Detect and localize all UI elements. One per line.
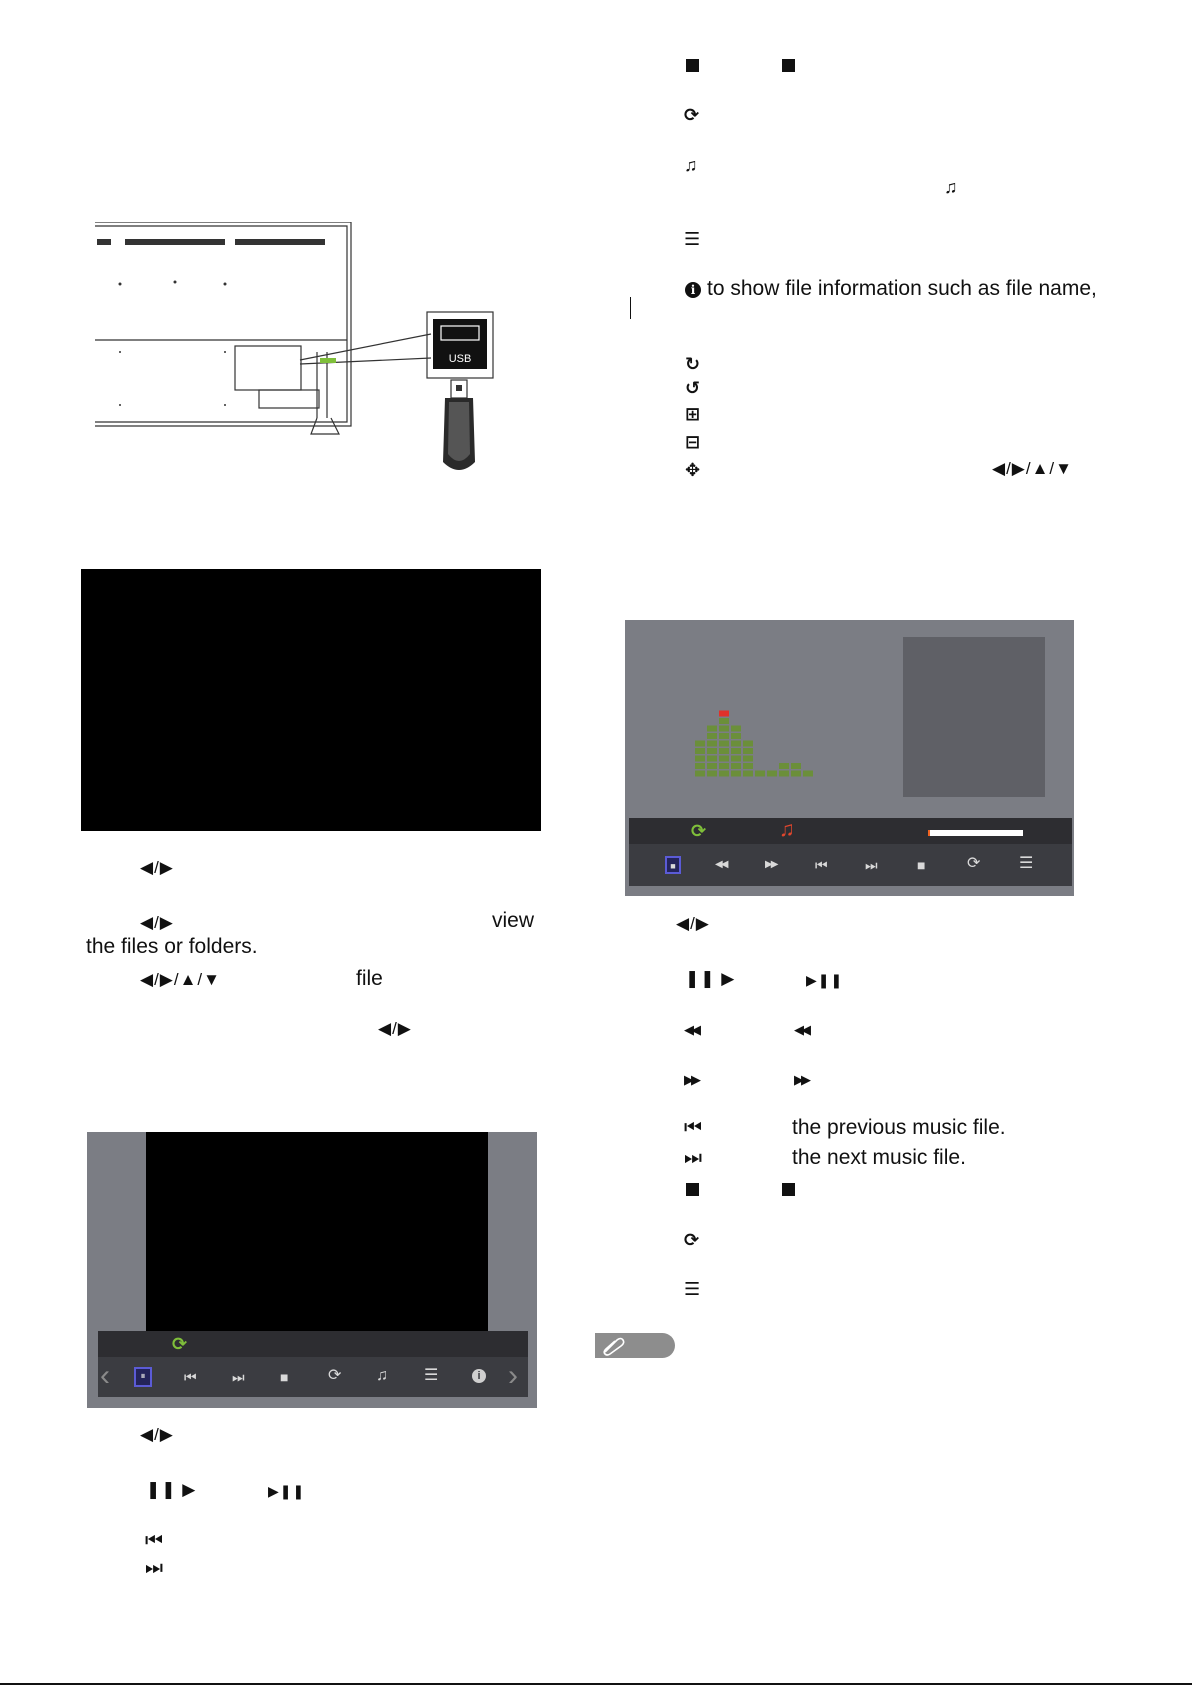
equalizer-block xyxy=(731,748,741,754)
photo-pause-play-icons: ❚❚ ▶ xyxy=(146,1480,197,1499)
music-player-panel xyxy=(625,620,1074,896)
equalizer-block xyxy=(791,763,801,769)
repeat-indicator-icon: ⟳ xyxy=(691,821,707,841)
equalizer-block xyxy=(695,771,705,777)
equalizer-block xyxy=(803,771,813,777)
playlist-icon: ☰ xyxy=(684,229,701,249)
equalizer-block xyxy=(731,741,741,747)
music-rewind-key-icon: ◀◀ xyxy=(794,1022,808,1037)
note-badge xyxy=(595,1333,675,1358)
stop-key-icon xyxy=(782,59,795,72)
equalizer-block xyxy=(707,763,717,769)
margin-marker xyxy=(630,297,631,319)
album-info-box xyxy=(903,637,1045,797)
equalizer-block xyxy=(731,763,741,769)
equalizer-block xyxy=(743,763,753,769)
music-stop-key-icon xyxy=(782,1183,795,1196)
equalizer-block xyxy=(743,771,753,777)
files-folders-text: the files or folders. xyxy=(86,935,258,958)
equalizer-block xyxy=(695,741,705,747)
next-page-arrow-icon[interactable]: › xyxy=(508,1359,518,1392)
playlist-button[interactable]: ☰ xyxy=(1019,855,1034,872)
photo-next-icon: ⏭ xyxy=(145,1557,164,1579)
equalizer-block xyxy=(719,748,729,754)
equalizer-block xyxy=(707,741,717,747)
file-browser-screen xyxy=(81,569,541,831)
music-control-bar xyxy=(629,844,1072,886)
view-word: view xyxy=(492,909,535,932)
arrow-keys-lr-3: ◀/▶ xyxy=(378,1019,412,1038)
music-playlist-icon: ☰ xyxy=(684,1279,701,1299)
equalizer-block xyxy=(791,771,801,777)
zoom-in-icon: ⊞ xyxy=(685,404,701,424)
equalizer-block xyxy=(779,771,789,777)
repeat-button[interactable]: ⟳ xyxy=(328,1367,342,1384)
stop-square-button[interactable]: ■ xyxy=(917,857,926,873)
info-icon: i xyxy=(685,282,701,298)
equalizer-block xyxy=(695,748,705,754)
move-icon: ✥ xyxy=(685,460,701,480)
music-status-bar xyxy=(629,818,1072,844)
move-arrows: ◀/▶/▲/▼ xyxy=(992,459,1073,478)
equalizer-block xyxy=(707,748,717,754)
stop-button[interactable]: ■ xyxy=(665,856,681,874)
equalizer-block xyxy=(743,741,753,747)
music-stop-icon xyxy=(686,1183,699,1196)
photo-control-bar xyxy=(98,1357,528,1397)
file-word: file xyxy=(356,967,383,990)
equalizer-block xyxy=(731,726,741,732)
music-play-pause-key-icon: ▶❚❚ xyxy=(806,972,844,988)
paperclip-icon xyxy=(601,1336,625,1356)
photo-play-pause-key-icon: ▶❚❚ xyxy=(268,1483,306,1499)
prev-page-arrow-icon[interactable]: ‹ xyxy=(100,1359,110,1392)
music-repeat-icon: ⟳ xyxy=(684,1230,700,1250)
photo-player-panel xyxy=(87,1132,537,1408)
equalizer-block xyxy=(719,741,729,747)
music-previous-icon: ⏮ xyxy=(684,1117,703,1139)
rewind-button[interactable]: ◀◀ xyxy=(715,859,727,870)
previous-button[interactable]: ⏮ xyxy=(815,857,828,873)
equalizer-block xyxy=(719,733,729,739)
repeat-button[interactable]: ⟳ xyxy=(967,855,981,872)
equalizer-block xyxy=(707,756,717,762)
arrow-keys-lr: ◀/▶ xyxy=(140,858,174,877)
usb-label: USB xyxy=(448,353,472,365)
pause-button[interactable]: ⏸ xyxy=(134,1367,152,1387)
previous-button[interactable]: ⏮ xyxy=(184,1369,197,1385)
equalizer-block xyxy=(719,756,729,762)
equalizer-visualizer xyxy=(695,700,815,780)
rotate-clockwise-icon: ↻ xyxy=(685,354,701,374)
photo-arrow-keys-lr: ◀/▶ xyxy=(140,1425,174,1444)
info-description: to show file information such as file name, xyxy=(707,277,1097,300)
music-key-icon: ♫ xyxy=(944,177,958,197)
fast-forward-button[interactable]: ▶▶ xyxy=(765,859,777,870)
equalizer-block xyxy=(719,771,729,777)
equalizer-block xyxy=(755,771,765,777)
repeat-icon: ⟳ xyxy=(684,105,700,125)
equalizer-block xyxy=(743,756,753,762)
stop-button[interactable]: ■ xyxy=(280,1369,289,1385)
arrow-keys-all: ◀/▶/▲/▼ xyxy=(140,970,221,989)
arrow-keys-lr-2: ◀/▶ xyxy=(140,913,174,932)
photo-previous-icon: ⏮ xyxy=(145,1530,164,1552)
equalizer-block xyxy=(719,718,729,724)
photo-status-bar xyxy=(98,1331,528,1357)
music-icon: ♫ xyxy=(684,155,698,175)
equalizer-block xyxy=(695,756,705,762)
music-forward-key-icon: ▶▶ xyxy=(794,1072,808,1087)
equalizer-block xyxy=(731,771,741,777)
photo-display-area xyxy=(146,1132,488,1332)
zoom-out-icon: ⊟ xyxy=(685,432,701,452)
music-forward-icon: ▶▶ xyxy=(684,1072,698,1087)
next-button[interactable]: ⏭ xyxy=(865,857,878,873)
playlist-button[interactable]: ☰ xyxy=(424,1367,439,1384)
music-arrow-keys-lr: ◀/▶ xyxy=(676,914,710,933)
music-indicator-icon: ♫ xyxy=(779,818,795,841)
progress-fill xyxy=(928,830,930,836)
music-rewind-icon: ◀◀ xyxy=(684,1022,698,1037)
music-pause-play-icons: ❚❚ ▶ xyxy=(685,969,736,988)
rotate-counterclockwise-icon: ↺ xyxy=(685,378,701,398)
repeat-indicator-icon: ⟳ xyxy=(172,1334,188,1354)
info-button[interactable]: i xyxy=(472,1369,486,1383)
next-button[interactable]: ⏭ xyxy=(232,1369,245,1385)
equalizer-block xyxy=(731,756,741,762)
equalizer-block xyxy=(707,733,717,739)
tv-back-diagram xyxy=(95,222,505,480)
next-music-text: the next music file. xyxy=(792,1146,966,1169)
stop-icon xyxy=(686,59,699,72)
music-button[interactable]: ♫ xyxy=(376,1367,388,1384)
equalizer-block xyxy=(719,763,729,769)
equalizer-block xyxy=(767,771,777,777)
previous-music-text: the previous music file. xyxy=(792,1116,1006,1139)
equalizer-peak xyxy=(719,711,729,717)
equalizer-block xyxy=(731,733,741,739)
progress-bar[interactable] xyxy=(928,830,1023,836)
equalizer-block xyxy=(707,726,717,732)
equalizer-block xyxy=(779,763,789,769)
equalizer-block xyxy=(707,771,717,777)
equalizer-block xyxy=(743,748,753,754)
music-next-icon: ⏭ xyxy=(684,1147,703,1169)
equalizer-block xyxy=(719,726,729,732)
equalizer-block xyxy=(695,763,705,769)
